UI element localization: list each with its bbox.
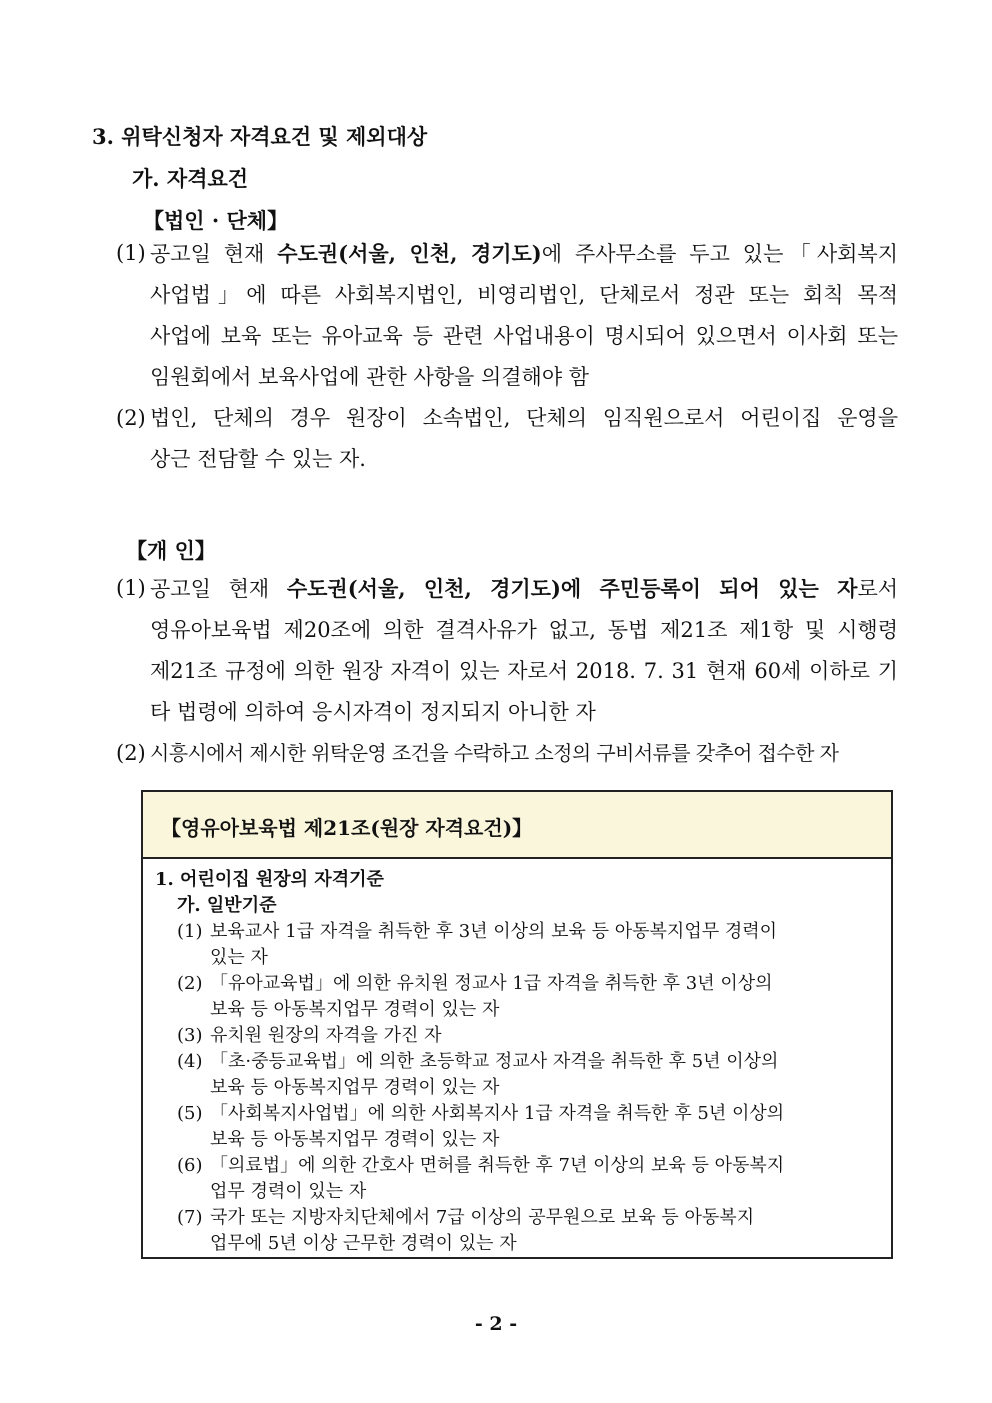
page-number: - 2 - bbox=[474, 1313, 518, 1335]
item-line: 타 법령에 의하여 응시자격이 정지되지 아니한 자 bbox=[150, 700, 596, 724]
item-line: 공고일 현재 수도권(서울, 인천, 경기도)에 주민등록이 되어 있는 자로서 bbox=[150, 576, 899, 601]
box-item-line: 있는 자 bbox=[210, 947, 268, 968]
box-item-line: 국가 또는 지방자치단체에서 7급 이상의 공무원으로 보육 등 아동복지 bbox=[210, 1207, 755, 1228]
individual-block bbox=[116, 568, 898, 774]
box-item-number: (4) bbox=[177, 1051, 203, 1072]
box-item-line: 업무에 5년 이상 근무한 경력이 있는 자 bbox=[210, 1233, 517, 1254]
box-item bbox=[155, 1153, 891, 1205]
box-item-line: 「유아교육법」에 의한 유치원 정교사 1급 자격을 취득한 후 3년 이상의 bbox=[210, 973, 773, 994]
box-item bbox=[155, 1049, 891, 1101]
box-item-line: 「초·중등교육법」에 의한 초등학교 정교사 자격을 취득한 후 5년 이상의 bbox=[210, 1051, 779, 1072]
item-number: (2) bbox=[116, 406, 146, 430]
law-excerpt-box bbox=[141, 790, 893, 1259]
box-item-number: (5) bbox=[177, 1103, 203, 1124]
item-line: 상근 전담할 수 있는 자. bbox=[150, 447, 366, 471]
box-item-list bbox=[155, 919, 891, 1257]
item-line: 임원회에서 보육사업에 관한 사항을 의결해야 함 bbox=[150, 365, 590, 389]
box-item-line: 유치원 원장의 자격을 가진 자 bbox=[210, 1025, 442, 1046]
item-line: 시흥시에서 제시한 위탁운영 조건을 수락하고 소정의 구비서류를 갖추어 접수한 자 bbox=[150, 741, 839, 765]
box-item-number: (3) bbox=[177, 1025, 203, 1046]
box-item bbox=[155, 919, 891, 971]
box-item-number: (2) bbox=[177, 973, 203, 994]
corporate-item-1-block bbox=[116, 233, 898, 480]
box-item-line: 「의료법」에 의한 간호사 면허를 취득한 후 7년 이상의 보육 등 아동복지 bbox=[210, 1155, 785, 1176]
box-item-line: 업무 경력이 있는 자 bbox=[210, 1181, 367, 1202]
box-item-number: (7) bbox=[177, 1207, 203, 1228]
item-line: 사업법」에 따른 사회복지법인, 비영리법인, 단체로서 정관 또는 회칙 목적 bbox=[150, 283, 898, 307]
box-item-line: 보육 등 아동복지업무 경력이 있는 자 bbox=[210, 1129, 500, 1150]
item-number: (1) bbox=[116, 576, 146, 600]
box-item-number: (6) bbox=[177, 1155, 203, 1176]
corporate-title: 【법인 · 단체】 bbox=[143, 208, 289, 233]
item-line: 법인, 단체의 경우 원장이 소속법인, 단체의 임직원으로서 어린이집 운영을 bbox=[150, 406, 898, 430]
box-item bbox=[155, 971, 891, 1023]
box-item-number: (1) bbox=[177, 921, 203, 942]
item-line: 사업에 보육 또는 유아교육 등 관련 사업내용이 명시되어 있으면서 이사회 또는 bbox=[150, 324, 898, 348]
box-section: 1. 어린이집 원장의 자격기준 bbox=[155, 869, 384, 890]
box-item bbox=[155, 1205, 891, 1257]
box-item-line: 보육 등 아동복지업무 경력이 있는 자 bbox=[210, 999, 500, 1020]
item-line: 제21조 규정에 의한 원장 자격이 있는 자로서 2018. 7. 31 현재 60세 이하로 기 bbox=[150, 659, 898, 683]
box-item-line: 보육 등 아동복지업무 경력이 있는 자 bbox=[210, 1077, 500, 1098]
subsection-heading: 가. 자격요건 bbox=[132, 166, 249, 191]
item-line: 공고일 현재 수도권(서울, 인천, 경기도)에 주사무소를 두고 있는「사회복지 bbox=[150, 241, 899, 266]
item-line: 영유아보육법 제20조에 의한 결격사유가 없고, 동법 제21조 제1항 및 시행령 bbox=[150, 618, 898, 642]
box-body bbox=[143, 859, 891, 1257]
box-item bbox=[155, 1023, 891, 1049]
box-title: 【영유아보육법 제21조(원장 자격요건)】 bbox=[143, 792, 891, 859]
item-number: (2) bbox=[116, 741, 146, 765]
box-item-line: 「사회복지사업법」에 의한 사회복지사 1급 자격을 취득한 후 5년 이상의 bbox=[210, 1103, 785, 1124]
section-heading: 3. 위탁신청자 자격요건 및 제외대상 bbox=[92, 124, 428, 149]
bold-text: 수도권(서울, 인천, 경기도) bbox=[277, 241, 542, 266]
bold-text: 수도권(서울, 인천, 경기도)에 주민등록이 되어 있는 자 bbox=[286, 576, 858, 601]
individual-title: 【개 인】 bbox=[126, 538, 216, 563]
box-item bbox=[155, 1101, 891, 1153]
box-subsection: 가. 일반기준 bbox=[177, 895, 277, 916]
box-item-line: 보육교사 1급 자격을 취득한 후 3년 이상의 보육 등 아동복지업무 경력이 bbox=[210, 921, 777, 942]
item-number: (1) bbox=[116, 241, 146, 265]
